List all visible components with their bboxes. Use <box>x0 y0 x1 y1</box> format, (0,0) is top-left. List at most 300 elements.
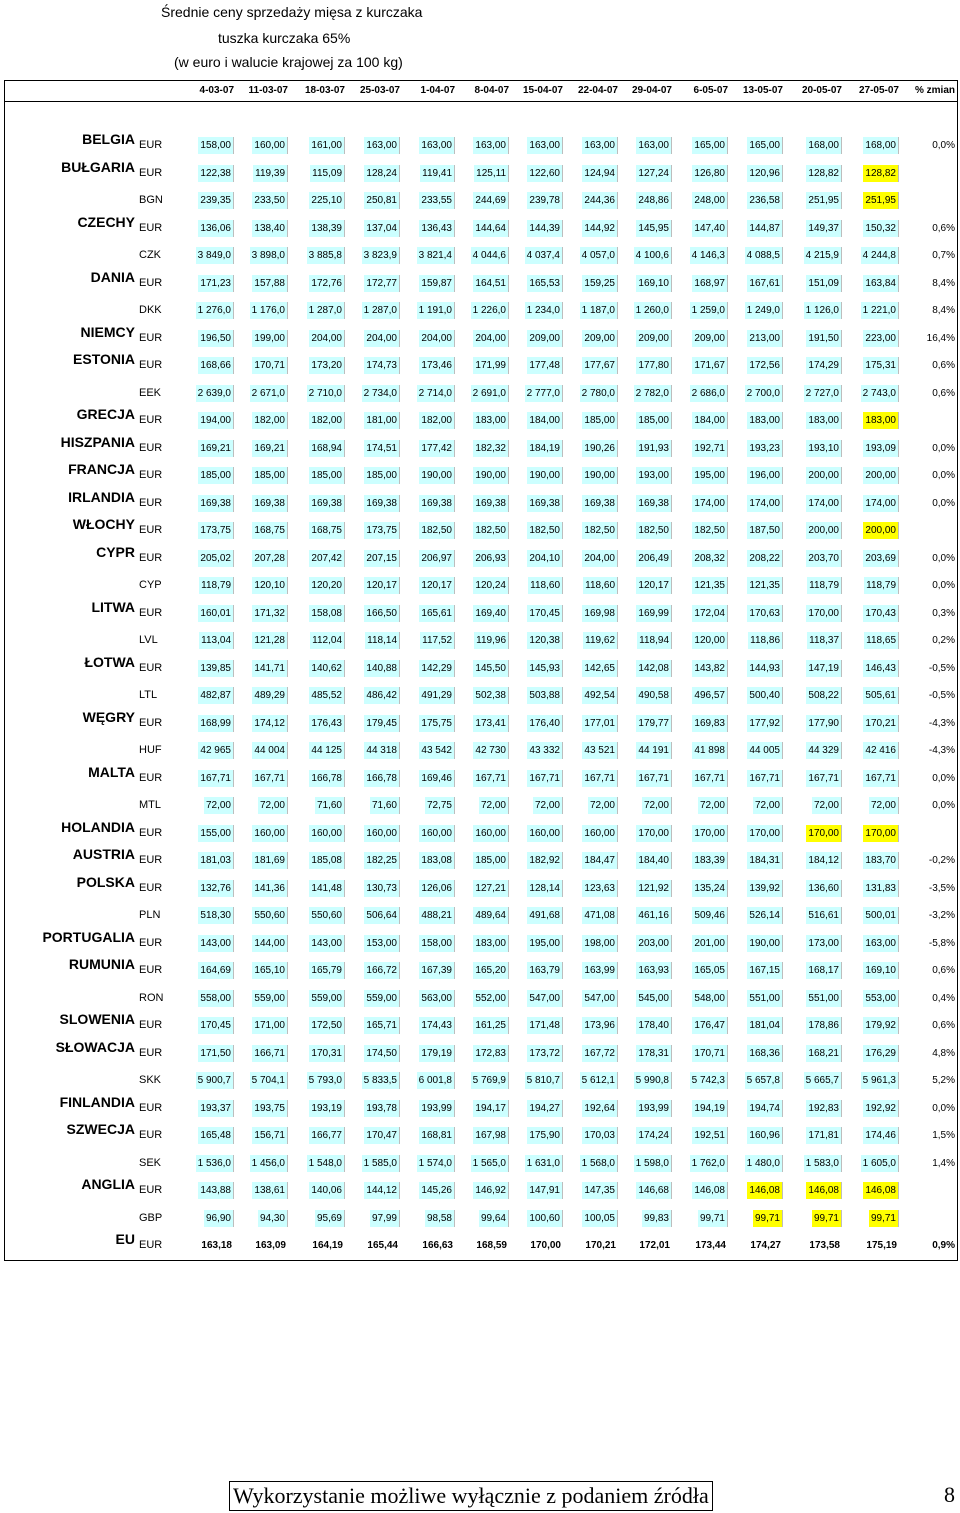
price-cell <box>193 902 237 930</box>
price-value: 182,50 <box>473 522 509 539</box>
price-value: 190,00 <box>747 935 783 952</box>
price-cell <box>731 270 786 298</box>
country-name: FRANCJA <box>68 461 135 477</box>
currency-code: SEK <box>139 1156 162 1169</box>
price-value: 171,23 <box>198 275 234 292</box>
price-value: 192,92 <box>863 1100 899 1117</box>
price-value: 171,48 <box>527 1017 563 1034</box>
country-name: NIEMCY <box>80 323 135 340</box>
price-cell <box>845 957 902 985</box>
price-cell <box>237 902 291 930</box>
price-value: 1 287,0 <box>307 302 345 319</box>
price-cell <box>458 325 512 353</box>
price-cell <box>193 930 237 958</box>
country-name: POLSKA <box>76 873 135 890</box>
price-value: 72,75 <box>425 797 455 814</box>
price-cell <box>193 352 237 380</box>
price-value: 160,00 <box>527 825 563 842</box>
price-value: 183,00 <box>473 412 509 429</box>
change-cell: 0,6% <box>932 387 955 399</box>
price-value: 118,37 <box>807 632 842 649</box>
price-cell <box>845 572 902 600</box>
price-cell <box>291 270 348 298</box>
price-cell <box>566 627 621 655</box>
price-cell <box>621 490 675 518</box>
price-cell <box>193 765 237 793</box>
price-cell <box>193 1177 237 1205</box>
table-row <box>5 1122 957 1150</box>
price-value: 160,00 <box>419 825 455 842</box>
header-date-8: 29-04-07 <box>631 85 672 96</box>
price-value: 185,00 <box>198 467 234 484</box>
price-cell <box>458 572 512 600</box>
currency-code: EUR <box>139 1101 163 1114</box>
price-cell <box>512 820 566 848</box>
price-value: 192,51 <box>692 1127 728 1144</box>
country-name <box>5 374 137 402</box>
price-cell <box>458 957 512 985</box>
price-cell <box>675 407 731 435</box>
price-cell <box>845 490 902 518</box>
price-value: 174,24 <box>636 1127 672 1144</box>
price-value: 204,00 <box>364 330 400 347</box>
price-cell <box>566 242 621 270</box>
price-cell <box>403 820 458 848</box>
country-name: DANIA <box>90 268 135 285</box>
price-cell <box>786 517 845 545</box>
price-value: 138,40 <box>252 220 288 237</box>
price-cell <box>458 462 512 490</box>
price-cell <box>566 1067 621 1095</box>
price-cell <box>731 325 786 353</box>
currency-code: BGN <box>139 194 163 206</box>
price-cell <box>237 765 291 793</box>
price-cell <box>512 352 566 380</box>
price-cell <box>731 160 786 188</box>
price-value: 166,71 <box>252 1045 288 1062</box>
price-value: 182,50 <box>582 522 618 539</box>
price-cell <box>403 297 458 325</box>
price-value: 233,55 <box>419 192 455 209</box>
price-cell <box>621 957 675 985</box>
price-cell <box>237 1095 291 1123</box>
price-cell <box>621 820 675 848</box>
price-cell <box>193 435 237 463</box>
price-value: 5 961,3 <box>861 1072 899 1089</box>
price-cell <box>237 380 291 408</box>
currency-code: EUR <box>139 414 163 426</box>
price-cell <box>512 600 566 628</box>
page-number: 8 <box>944 1482 955 1507</box>
change-cell: 0,9% <box>932 1240 955 1251</box>
price-value: 1 480,0 <box>745 1155 783 1172</box>
price-cell <box>786 820 845 848</box>
price-value: 3 849,0 <box>196 247 234 264</box>
price-cell <box>291 545 348 573</box>
price-value: 119,41 <box>420 165 455 182</box>
change-cell: 5,2% <box>932 1075 955 1086</box>
price-cell <box>845 462 902 490</box>
price-cell <box>458 297 512 325</box>
price-cell <box>731 765 786 793</box>
price-cell <box>458 710 512 738</box>
price-cell <box>512 380 566 408</box>
price-cell <box>731 407 786 435</box>
table-row <box>5 1012 957 1040</box>
price-cell <box>291 1232 348 1260</box>
table-row <box>5 847 957 875</box>
price-value: 182,50 <box>636 522 672 539</box>
price-cell <box>403 545 458 573</box>
price-cell <box>291 902 348 930</box>
price-value: 163,00 <box>527 137 563 154</box>
price-cell <box>458 847 512 875</box>
change-cell: -4,3% <box>928 745 955 756</box>
price-cell <box>458 627 512 655</box>
price-cell <box>348 572 403 600</box>
price-value: 1 574,0 <box>417 1155 455 1172</box>
price-cell <box>786 297 845 325</box>
price-value: 174,29 <box>806 357 842 374</box>
price-value: 118,14 <box>365 632 400 649</box>
change-cell: 0,6% <box>932 222 955 234</box>
price-cell <box>731 435 786 463</box>
table-row <box>5 1205 957 1233</box>
table-row <box>5 325 957 353</box>
price-value: 144,92 <box>582 220 618 237</box>
table-row <box>5 875 957 903</box>
currency-code: EUR <box>139 551 163 564</box>
price-value: 168,00 <box>806 137 842 154</box>
price-value: 3 898,0 <box>250 247 288 264</box>
price-value: 248,00 <box>692 192 728 209</box>
price-cell <box>458 1095 512 1123</box>
header-date-12: 27-05-07 <box>858 85 899 96</box>
country-name <box>5 676 137 704</box>
price-cell <box>845 407 902 435</box>
price-value: 205,02 <box>198 550 234 567</box>
price-cell <box>675 1095 731 1123</box>
price-value: 72,00 <box>533 797 563 814</box>
country-name: EU <box>115 1231 135 1247</box>
price-value: 112,04 <box>310 632 345 649</box>
price-value: 42 416 <box>863 742 899 759</box>
price-value: 144,64 <box>473 220 509 237</box>
price-cell <box>731 957 786 985</box>
price-cell <box>621 325 675 353</box>
price-cell <box>786 655 845 683</box>
price-cell <box>291 847 348 875</box>
price-value: 168,75 <box>309 522 345 539</box>
price-cell <box>675 1177 731 1205</box>
country-name <box>5 566 137 594</box>
price-cell <box>237 847 291 875</box>
price-value: 164,51 <box>473 275 509 292</box>
country-name: CYPR <box>96 543 135 560</box>
price-cell <box>786 902 845 930</box>
price-value: 167,71 <box>252 770 288 787</box>
header-country-cell <box>5 81 137 101</box>
price-cell <box>193 710 237 738</box>
price-cell <box>291 187 348 215</box>
price-value: 5 769,9 <box>471 1072 509 1089</box>
currency-code: EUR <box>139 1239 163 1251</box>
price-cell <box>291 1012 348 1040</box>
price-cell <box>458 132 512 160</box>
price-cell <box>348 490 403 518</box>
price-value: 120,96 <box>747 165 783 182</box>
price-value: 244,69 <box>473 192 509 209</box>
table-row <box>5 655 957 683</box>
price-cell <box>731 627 786 655</box>
header-date-11: 20-05-07 <box>801 85 842 96</box>
price-cell <box>675 985 731 1013</box>
price-cell <box>566 132 621 160</box>
price-cell <box>512 435 566 463</box>
price-value: 206,49 <box>636 550 672 567</box>
price-value: 182,50 <box>419 522 455 539</box>
price-value: 160,00 <box>582 825 618 842</box>
price-value: 195,00 <box>527 935 563 952</box>
price-value: 236,58 <box>747 192 783 209</box>
price-value: 170,00 <box>806 605 842 622</box>
price-value: 94,30 <box>258 1210 288 1227</box>
price-value: 181,04 <box>747 1017 783 1034</box>
price-cell <box>403 572 458 600</box>
price-cell <box>786 1095 845 1123</box>
price-value: 168,66 <box>198 357 234 374</box>
price-cell <box>566 930 621 958</box>
country-name: IRLANDIA <box>68 488 135 505</box>
price-cell <box>193 380 237 408</box>
price-cell <box>193 985 237 1013</box>
title-line-1: Średnie ceny sprzedaży mięsa z kurczaka <box>161 4 423 20</box>
price-value: 100,60 <box>527 1210 563 1227</box>
price-value: 157,88 <box>252 275 288 292</box>
price-cell <box>675 132 731 160</box>
price-cell <box>621 545 675 573</box>
table-row <box>5 297 957 325</box>
price-cell <box>845 380 902 408</box>
price-cell <box>348 517 403 545</box>
price-value: 489,29 <box>252 687 288 704</box>
price-value: 176,29 <box>863 1045 899 1062</box>
price-value: 163,00 <box>473 137 509 154</box>
price-value: 176,40 <box>527 715 563 732</box>
price-value: 140,88 <box>364 660 400 677</box>
price-cell <box>845 1040 902 1068</box>
price-cell <box>675 737 731 765</box>
price-value: 502,38 <box>473 687 509 704</box>
price-cell <box>621 875 675 903</box>
price-value: 173,75 <box>364 522 400 539</box>
price-value: 194,00 <box>198 412 234 429</box>
price-value: 193,78 <box>364 1100 400 1117</box>
price-value: 174,43 <box>419 1017 455 1034</box>
change-cell: 0,0% <box>932 552 955 564</box>
header-date-7: 22-04-07 <box>577 85 618 96</box>
price-cell <box>291 1177 348 1205</box>
price-value: 169,38 <box>636 495 672 512</box>
price-value: 121,92 <box>636 880 672 897</box>
price-value: 118,79 <box>807 577 842 594</box>
price-value: 147,40 <box>692 220 728 237</box>
price-value: 142,08 <box>636 660 672 677</box>
price-cell <box>566 1205 621 1233</box>
price-value: 143,82 <box>692 660 728 677</box>
price-value: 44 005 <box>747 742 783 759</box>
country-name: WĘGRY <box>82 708 135 725</box>
price-value: 177,67 <box>582 357 618 374</box>
price-cell <box>731 1177 786 1205</box>
price-cell <box>237 985 291 1013</box>
price-value: 182,50 <box>527 522 563 539</box>
price-cell <box>621 600 675 628</box>
price-cell <box>621 1067 675 1095</box>
price-cell <box>621 1040 675 1068</box>
price-value: 190,00 <box>582 467 618 484</box>
price-cell <box>193 160 237 188</box>
price-value: 1 536,0 <box>196 1155 234 1172</box>
price-cell <box>237 572 291 600</box>
price-cell <box>237 957 291 985</box>
price-cell <box>731 1122 786 1150</box>
price-cell <box>403 1177 458 1205</box>
price-value: 179,92 <box>863 1017 899 1034</box>
price-value: 183,08 <box>419 852 455 869</box>
price-value: 175,90 <box>527 1127 563 1144</box>
change-cell: 16,4% <box>926 332 955 344</box>
price-value: 4 057,0 <box>580 247 618 264</box>
price-cell <box>348 875 403 903</box>
price-value: 183,00 <box>473 935 509 952</box>
currency-code: EUR <box>139 469 163 481</box>
price-value: 1 249,0 <box>745 302 783 319</box>
price-value: 4 044,6 <box>471 247 509 264</box>
price-value: 167,71 <box>863 770 899 787</box>
price-value: 489,64 <box>473 907 509 924</box>
country-name <box>5 236 137 264</box>
country-name: ANGLIA <box>81 1176 135 1192</box>
price-cell <box>512 1095 566 1123</box>
price-cell <box>403 1095 458 1123</box>
price-cell <box>291 1067 348 1095</box>
price-value: 1 259,0 <box>690 302 728 319</box>
change-cell: 0,3% <box>932 607 955 619</box>
price-cell <box>403 765 458 793</box>
change-cell: 0,0% <box>932 800 955 811</box>
price-value: 2 686,0 <box>690 385 728 402</box>
price-value: 1 605,0 <box>861 1155 899 1172</box>
currency-code: EUR <box>139 716 163 729</box>
price-value: 167,61 <box>747 275 783 292</box>
price-value: 1 456,0 <box>250 1155 288 1172</box>
price-value: 170,21 <box>585 1240 616 1251</box>
price-cell <box>675 352 731 380</box>
price-value: 194,74 <box>747 1100 783 1117</box>
price-cell <box>237 1067 291 1095</box>
price-cell <box>566 1095 621 1123</box>
price-value: 486,42 <box>364 687 400 704</box>
price-value: 146,08 <box>747 1182 783 1199</box>
price-value: 491,68 <box>527 907 563 924</box>
country-name: RUMUNIA <box>68 956 135 972</box>
price-value: 192,83 <box>806 1100 842 1117</box>
price-value: 190,00 <box>473 467 509 484</box>
price-value: 144,12 <box>364 1182 400 1199</box>
price-value: 72,00 <box>588 797 618 814</box>
price-cell <box>348 297 403 325</box>
price-cell <box>458 407 512 435</box>
currency-code: EUR <box>139 964 163 976</box>
price-cell <box>512 627 566 655</box>
price-cell <box>237 215 291 243</box>
price-value: 169,99 <box>636 605 672 622</box>
price-cell <box>237 407 291 435</box>
price-value: 1 568,0 <box>580 1155 618 1172</box>
price-value: 2 777,0 <box>525 385 563 402</box>
price-value: 233,50 <box>252 192 288 209</box>
price-cell <box>291 682 348 710</box>
price-cell <box>845 1122 902 1150</box>
price-cell <box>731 352 786 380</box>
price-cell <box>786 1177 845 1205</box>
price-cell <box>621 1012 675 1040</box>
table-row <box>5 572 957 600</box>
price-cell <box>458 1205 512 1233</box>
price-cell <box>291 1122 348 1150</box>
price-value: 5 657,8 <box>745 1072 783 1089</box>
price-value: 174,00 <box>692 495 728 512</box>
price-value: 1 187,0 <box>580 302 618 319</box>
price-cell <box>621 380 675 408</box>
price-value: 170,43 <box>863 605 899 622</box>
price-cell <box>731 215 786 243</box>
header-date-9: 6-05-07 <box>693 85 728 96</box>
price-cell <box>845 297 902 325</box>
price-value: 144,39 <box>527 220 563 237</box>
price-cell <box>403 490 458 518</box>
price-value: 166,78 <box>364 770 400 787</box>
price-value: 168,75 <box>252 522 288 539</box>
price-value: 136,06 <box>198 220 234 237</box>
price-cell <box>621 930 675 958</box>
price-cell <box>348 655 403 683</box>
price-cell <box>786 325 845 353</box>
price-value: 191,93 <box>636 440 672 457</box>
price-value: 163,99 <box>582 962 618 979</box>
price-value: 184,00 <box>692 412 728 429</box>
price-cell <box>566 215 621 243</box>
country-name: BUŁGARIA <box>61 158 135 175</box>
price-value: 194,27 <box>527 1100 563 1117</box>
price-value: 173,00 <box>806 935 842 952</box>
price-value: 518,30 <box>198 907 234 924</box>
price-value: 182,32 <box>473 440 509 457</box>
price-cell <box>291 297 348 325</box>
price-value: 124,94 <box>582 165 618 182</box>
price-cell <box>291 957 348 985</box>
price-cell <box>621 1232 675 1260</box>
price-cell <box>193 242 237 270</box>
price-cell <box>845 1095 902 1123</box>
price-cell <box>403 462 458 490</box>
price-cell <box>403 160 458 188</box>
price-cell <box>512 1150 566 1178</box>
price-cell <box>348 1205 403 1233</box>
country-name <box>5 1144 137 1172</box>
price-value: 1 287,0 <box>362 302 400 319</box>
